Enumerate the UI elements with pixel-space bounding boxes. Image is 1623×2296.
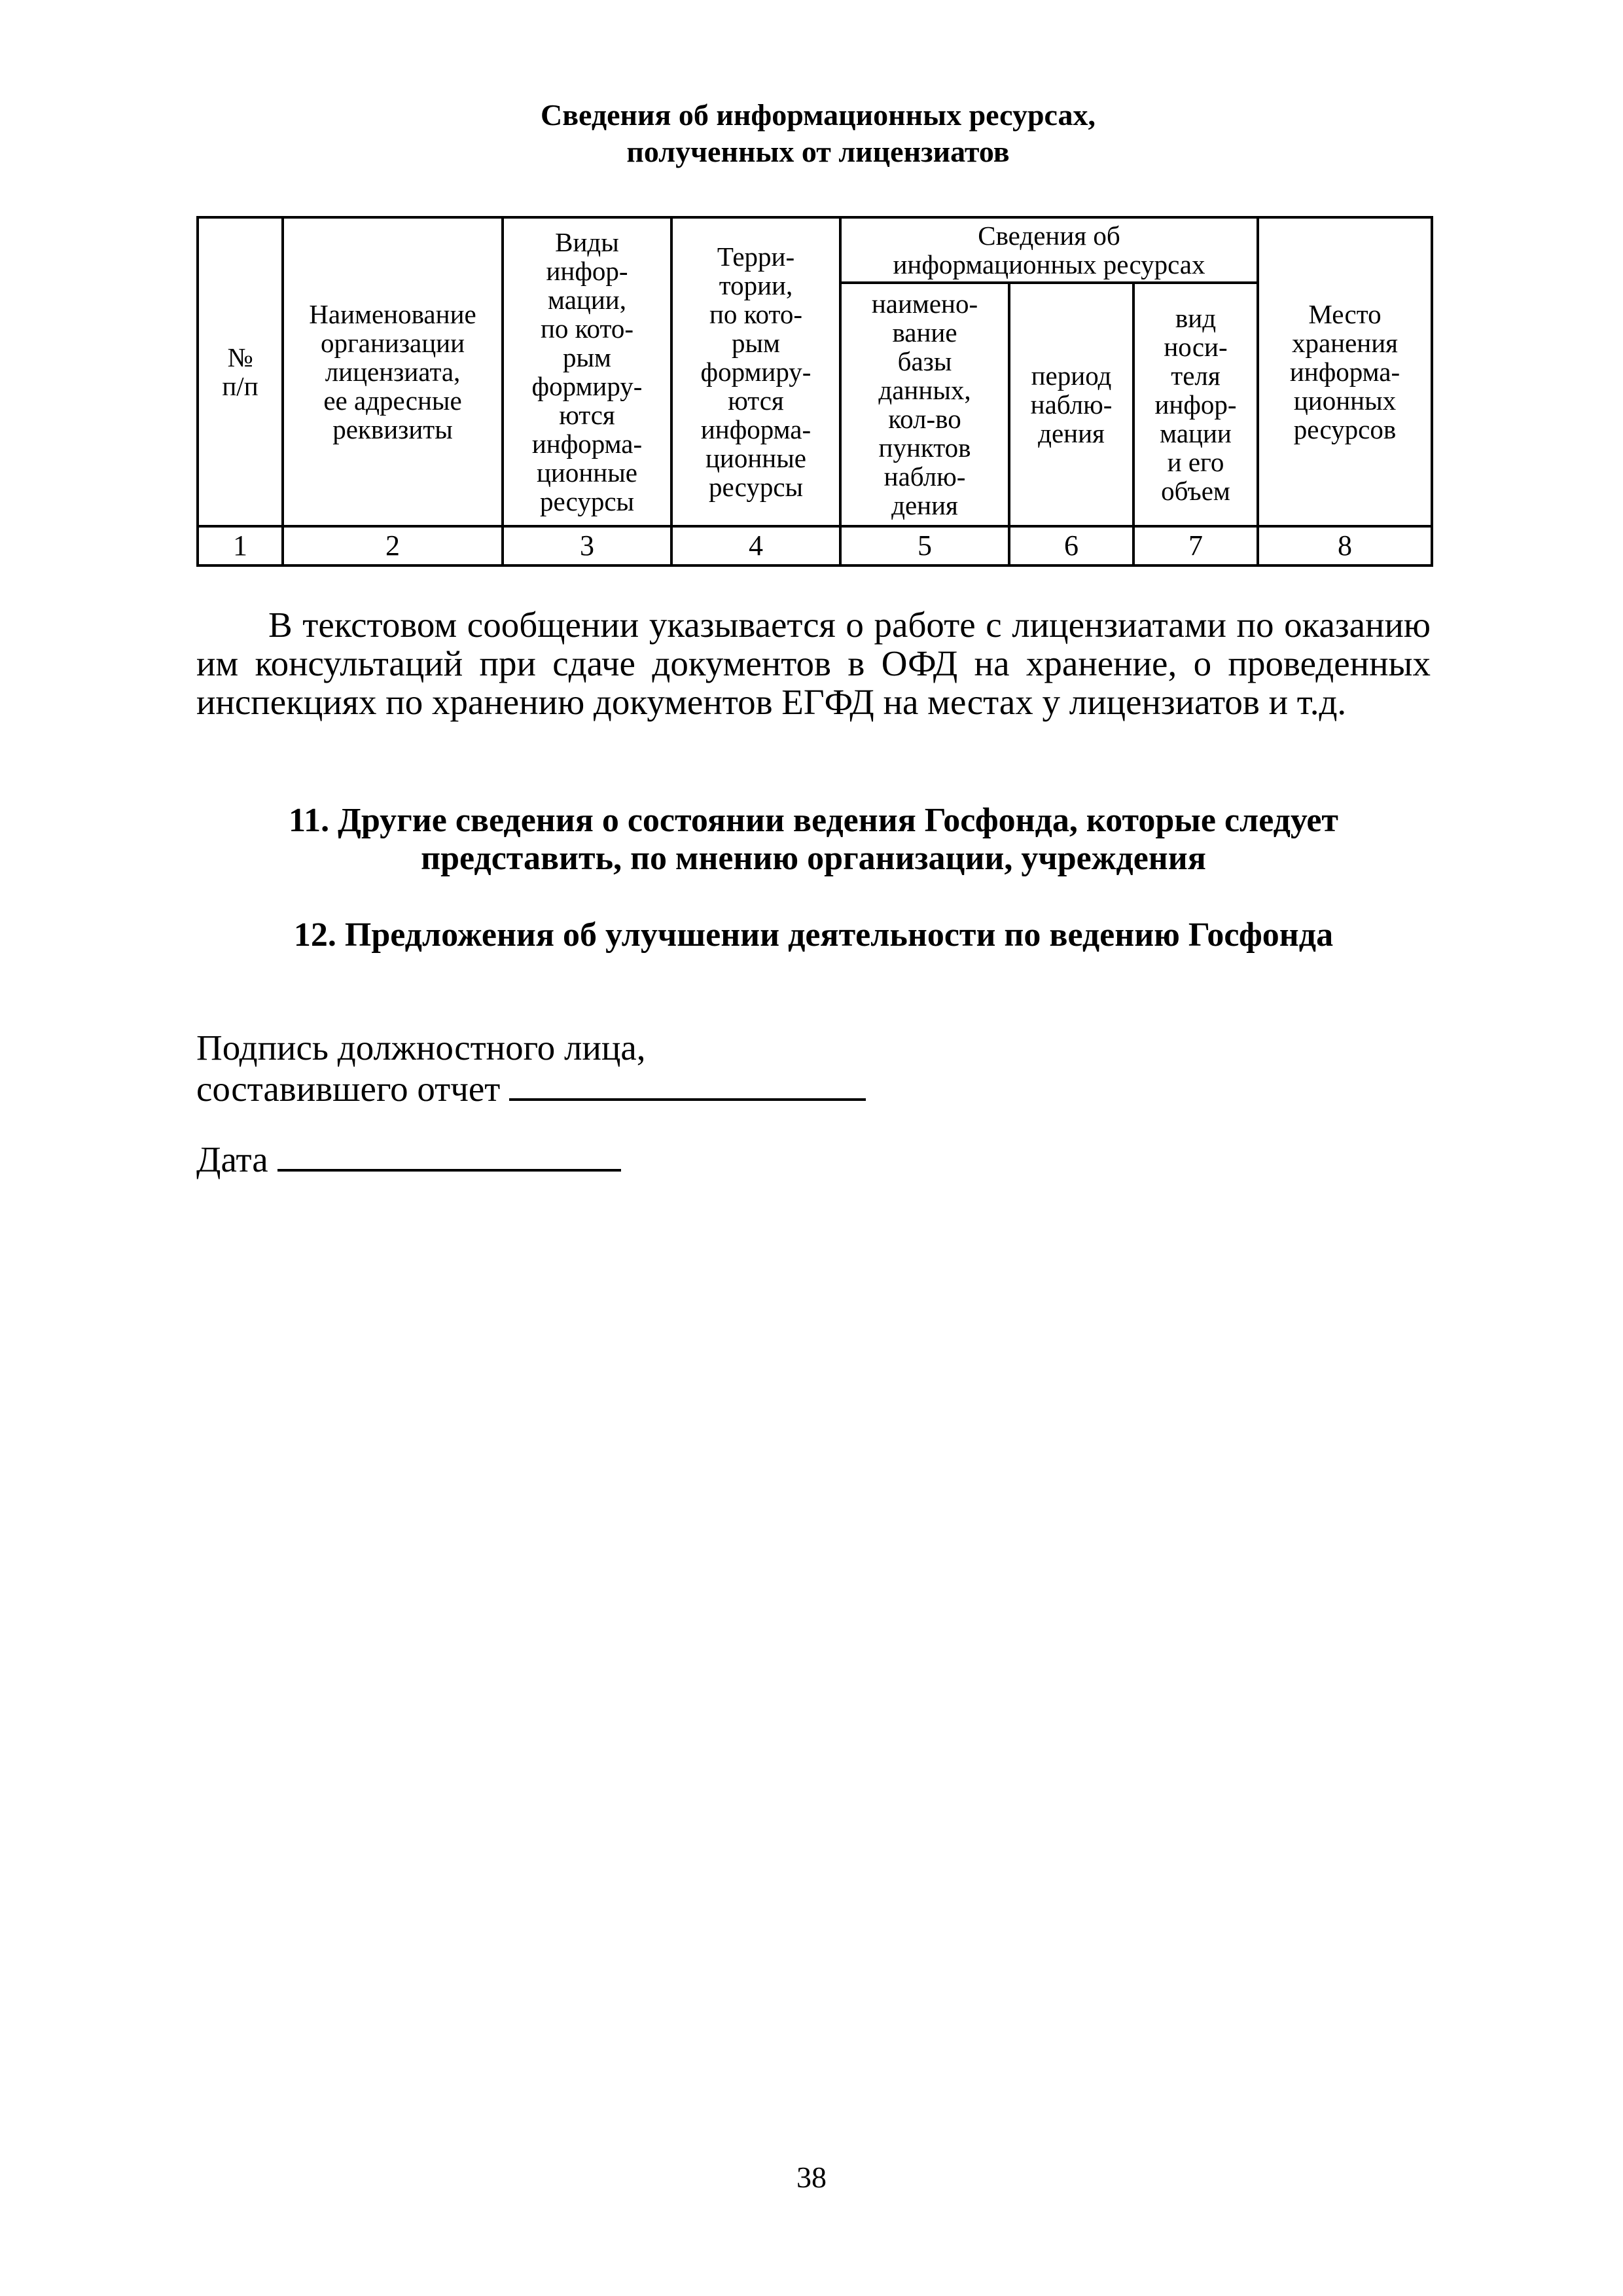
column-number: 6 [1009,526,1133,565]
table-caption [196,97,1440,170]
signature-block [196,1028,866,1109]
column-number: 3 [503,526,671,565]
section-11-heading [196,802,1431,878]
section-12-line: 12. Предложения об улучшении деятельности по ведению Госфонда [293,916,1334,954]
table-number-row [198,526,1432,565]
signature-label-text: составившего отчет [196,1069,501,1109]
column-number: 5 [840,526,1009,565]
column-number: 4 [671,526,840,565]
section-11-line-1: 11. Другие сведения о состоянии ведения Госфонда, которые следует [289,802,1338,839]
header-resource-info-group: Сведения об информационных ресурсах [840,217,1258,283]
header-info-types: Виды инфор- мации, по кото- рым формиру- ются информа- ционные ресурсы [503,217,671,526]
column-number: 1 [198,526,283,565]
column-number: 2 [283,526,503,565]
header-territories: Терри- тории, по кото- рым формиру- ются информа- ционные ресурсы [671,217,840,526]
caption-line-2: полученных от лицензиатов [626,135,1010,168]
header-media-type: вид носи- теля инфор- мации и его объем [1133,283,1258,526]
date-line [277,1139,621,1172]
header-observation-period: период наблю- дения [1009,283,1133,526]
column-number: 8 [1258,526,1432,565]
header-number: № п/п [198,217,283,526]
column-number: 7 [1133,526,1258,565]
info-resources-table [196,216,1433,567]
header-database-name: наимено- вание базы данных, кол-во пунктов наблю- дения [840,283,1009,526]
date-label: Дата [196,1139,268,1179]
body-paragraph: В текстовом сообщении указывается о работе с лицензиатами по оказанию им консультаций при сдаче документов в ОФД на хранение, о проведенных инспекциях по хранению документов ЕГФД на местах у лицензиатов и т.д. [196,605,1431,722]
date-block [196,1139,621,1180]
header-storage-place: Место хранения информа- ционных ресурсов [1258,217,1432,526]
section-12-heading [196,916,1431,954]
section-11-line-2: представить, по мнению организации, учреждения [421,840,1206,877]
table-header-row [198,217,1432,283]
signature-label-line-2 [196,1068,866,1109]
signature-label-line-1: Подпись должностного лица, [196,1028,646,1067]
header-organization: Наименование организации лицензиата, ее адресные реквизиты [283,217,503,526]
caption-line-1: Сведения об информационных ресурсах, [540,98,1096,132]
signature-line [509,1068,866,1101]
page-number: 38 [796,2161,827,2194]
